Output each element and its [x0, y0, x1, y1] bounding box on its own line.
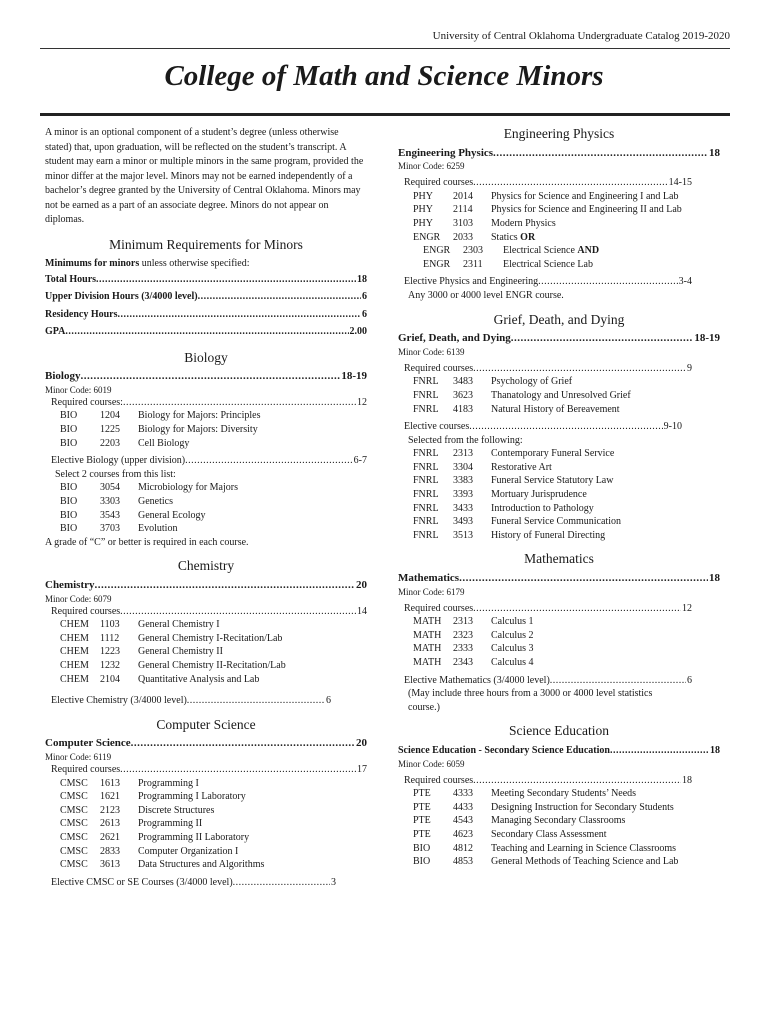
- grief-elective-list: [398, 447, 720, 542]
- course-row: MATH 2323 Calculus 2: [413, 629, 534, 641]
- course-row: PTE 4623 Secondary Class Assessment: [413, 828, 607, 840]
- cs-minor-code: Minor Code: 6119: [45, 751, 112, 762]
- right-column: [398, 126, 720, 869]
- course-row: ENGR 2303 Electrical Science AND: [423, 245, 600, 257]
- course-row: PTE 4433 Designing Instruction for Secondary Students: [413, 801, 674, 813]
- math-required-list: [398, 615, 720, 669]
- cs-heading: Computer Science: [156, 716, 256, 732]
- biology-minor-code: Minor Code: 6019: [45, 384, 112, 395]
- course-row: MATH 2333 Calculus 3: [413, 643, 534, 655]
- chemistry-minor-code: Minor Code: 6079: [45, 593, 112, 604]
- header-divider: [40, 48, 730, 49]
- math-minor-code: Minor Code: 6179: [398, 586, 465, 597]
- course-row: PTE 4543 Managing Secondary Classrooms: [413, 815, 626, 827]
- course-row: FNRL 3304 Restorative Art: [413, 461, 552, 473]
- sci-ed-title-row: Science Education - Secondary Science Education ..... 18: [398, 744, 720, 758]
- course-row: CHEM 1112 General Chemistry I-Recitation/Lab: [60, 632, 283, 644]
- course-row: PHY 2014 Physics for Science and Engineering I and Lab: [413, 190, 679, 202]
- eng-phys-title-row: Engineering Physics ..... 18: [398, 147, 720, 161]
- course-row: CHEM 1223 General Chemistry II: [60, 646, 223, 658]
- min-req-heading: Minimum Requirements for Minors: [109, 236, 303, 252]
- course-row: ENGR 2311 Electrical Science Lab: [423, 258, 593, 270]
- cs-elective-row: Elective CMSC or SE Courses (3/4000 level) ..... 3: [45, 876, 336, 890]
- course-row: ENGR 2033 Statics OR: [413, 231, 536, 243]
- course-row: FNRL 3433 Introduction to Pathology: [413, 502, 594, 514]
- sci-ed-minor-code: Minor Code: 6059: [398, 758, 465, 769]
- chemistry-required-list: [45, 618, 367, 686]
- chemistry-elective-row: Elective Chemistry (3/4000 level) ..... 6: [45, 694, 331, 708]
- biology-grade-note: A grade of “C” or better is required in each course.: [45, 536, 249, 548]
- course-row: CMSC 1621 Programming I Laboratory: [60, 791, 246, 803]
- course-row: BIO 3543 General Ecology: [60, 509, 206, 521]
- cs-title-row: Computer Science ..... 20: [45, 737, 367, 751]
- course-row: BIO 3054 Microbiology for Majors: [60, 482, 238, 494]
- biology-elective-row: Elective Biology (upper division) ..... 6-7: [45, 454, 367, 468]
- course-row: BIO 3703 Evolution: [60, 523, 178, 535]
- math-heading: Mathematics: [524, 551, 594, 567]
- course-row: BIO 1225 Biology for Majors: Diversity: [60, 424, 258, 436]
- eng-phys-required-row: Required courses ..... 14-15: [398, 176, 692, 190]
- grief-required-list: [398, 375, 720, 416]
- course-row: MATH 2343 Calculus 4: [413, 657, 534, 668]
- course-row: FNRL 3383 Funeral Service Statutory Law: [413, 475, 614, 487]
- residency-row: Residency Hours ..... 6: [45, 306, 367, 324]
- min-req-lead-bold: Minimums for minors: [45, 258, 140, 270]
- eng-phys-elective-note: Any 3000 or 4000 level ENGR course.: [408, 289, 564, 301]
- course-row: BIO 2203 Cell Biology: [60, 437, 190, 449]
- course-row: FNRL 3493 Funeral Service Communication: [413, 516, 621, 528]
- course-row: FNRL 3623 Thanatology and Unresolved Grief: [413, 389, 631, 401]
- grief-select-note: Selected from the following:: [408, 434, 523, 446]
- course-row: PHY 2114 Physics for Science and Engineering II and Lab: [413, 204, 682, 216]
- min-req-lead-rest: unless otherwise specified:: [139, 258, 250, 270]
- eng-phys-elective-row: Elective Physics and Engineering ..... 3-4: [398, 275, 692, 289]
- chemistry-required-row: Required courses ..... 14: [45, 605, 367, 619]
- upper-division-row: Upper Division Hours (3/4000 level) ..... 6: [45, 288, 367, 306]
- eng-phys-required-list: [398, 190, 720, 272]
- course-row: PTE 4333 Meeting Secondary Students’ Needs: [413, 788, 637, 800]
- grief-required-row: Required courses ..... 9: [398, 362, 692, 376]
- sci-ed-heading: Science Education: [508, 723, 610, 739]
- course-row: FNRL 3393 Mortuary Jurisprudence: [413, 489, 587, 501]
- eng-phys-minor-code: Minor Code: 6259: [398, 161, 465, 172]
- grief-minor-code: Minor Code: 6139: [398, 346, 465, 357]
- course-row: FNRL 4183 Natural History of Bereavement: [413, 403, 620, 415]
- sci-ed-required-row: Required courses ..... 18: [398, 774, 692, 788]
- eng-phys-heading: Engineering Physics: [503, 126, 615, 141]
- course-row: CMSC 3613 Data Structures and Algorithms: [60, 859, 265, 871]
- course-row: CHEM 1232 General Chemistry II-Recitation/Lab: [60, 659, 286, 671]
- title-divider: [40, 113, 730, 116]
- gpa-row: GPA ..... 2.00: [45, 323, 367, 341]
- biology-title-row: Biology ..... 18-19: [45, 370, 367, 384]
- biology-heading: Biology: [184, 349, 228, 365]
- math-elective-note: (May include three hours from a 3000 or 4000 level statistics course.): [408, 688, 653, 713]
- intro-paragraph: A minor is an optional component of a student’s degree (unless otherwise stated) that, upon graduation, will be reflected on the student’s transcript. A student may earn a minor or multiple minors in the same program, provided the minor differ at the major level. Minors may not be earned independently of a bachelor’s degree granted by the University of Central Oklahoma. Minors may not be earned as a part of an associate degree. Minors do not appear on diplomas.: [45, 127, 364, 225]
- course-row: PHY 3103 Modern Physics: [413, 217, 556, 229]
- course-row: MATH 2313 Calculus 1: [413, 616, 534, 628]
- math-required-row: Required courses ..... 12: [398, 602, 692, 616]
- biology-required-row: Required courses: ..... 12: [45, 396, 367, 410]
- course-row: CMSC 2613 Programming II: [60, 818, 203, 830]
- course-row: BIO 4812 Teaching and Learning in Science Classrooms: [413, 842, 677, 854]
- course-row: BIO 1204 Biology for Majors: Principles: [60, 410, 261, 422]
- course-row: FNRL 3483 Psychology of Grief: [413, 376, 573, 388]
- course-row: CMSC 2123 Discrete Structures: [60, 804, 215, 816]
- course-row: CMSC 2833 Computer Organization I: [60, 845, 239, 857]
- min-req-lead: [45, 257, 367, 271]
- course-row: FNRL 3513 History of Funeral Directing: [413, 529, 606, 541]
- course-row: BIO 3303 Genetics: [60, 496, 173, 508]
- cs-required-row: Required courses ..... 17: [45, 763, 367, 777]
- course-row: CHEM 1103 General Chemistry I: [60, 619, 220, 631]
- grief-heading: Grief, Death, and Dying: [493, 311, 625, 327]
- sci-ed-required-list: [398, 787, 720, 869]
- course-row: BIO 4853 General Methods of Teaching Science and Lab: [413, 856, 679, 868]
- chemistry-heading: Chemistry: [177, 558, 235, 574]
- course-row: CMSC 2621 Programming II Laboratory: [60, 831, 250, 843]
- course-row: CHEM 2104 Quantitative Analysis and Lab: [60, 673, 260, 685]
- course-row: CMSC 1613 Programming I: [60, 777, 199, 789]
- math-elective-row: Elective Mathematics (3/4000 level) ..... 6: [398, 674, 692, 688]
- catalog-header: University of Central Oklahoma Undergraduate Catalog 2019-2020: [432, 30, 730, 42]
- grief-elective-row: Elective courses ..... 9-10: [398, 420, 682, 434]
- chemistry-title-row: Chemistry ..... 20: [45, 579, 367, 593]
- page-title: College of Math and Science Minors: [164, 60, 604, 92]
- left-column: [45, 126, 367, 889]
- grief-title-row: Grief, Death, and Dying ..... 18-19: [398, 332, 720, 346]
- cs-required-list: [45, 777, 367, 872]
- math-title-row: Mathematics ..... 18: [398, 572, 720, 586]
- biology-elective-list: [45, 481, 367, 535]
- total-hours-row: Total Hours ..... 18: [45, 271, 367, 289]
- course-row: FNRL 2313 Contemporary Funeral Service: [413, 448, 615, 460]
- biology-required-list: [45, 409, 367, 450]
- biology-select-note: Select 2 courses from this list:: [55, 468, 176, 480]
